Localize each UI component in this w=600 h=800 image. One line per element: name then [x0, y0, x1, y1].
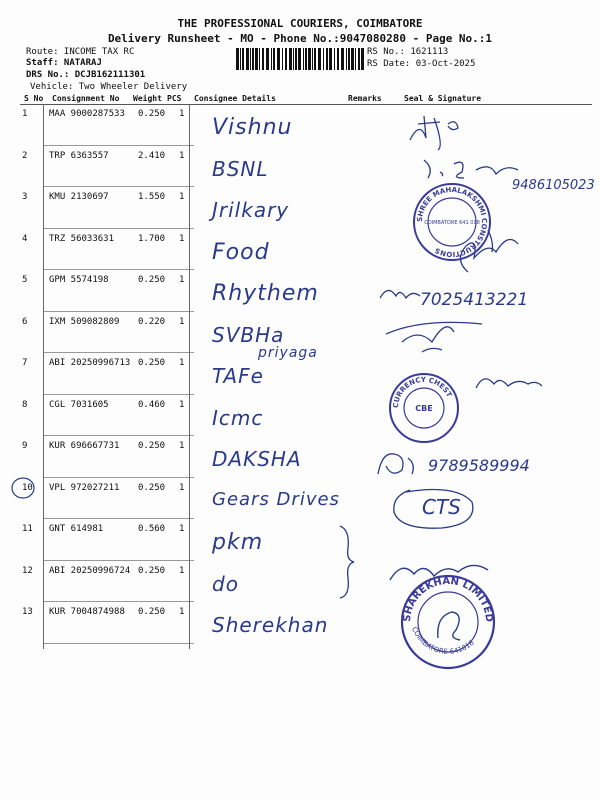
- row-consignee-handwriting: Vishnu: [212, 115, 293, 140]
- row-consignment-no: MAA 9000287533: [49, 109, 125, 119]
- barcode-bar: [358, 48, 360, 70]
- row-pcs: 1: [179, 275, 185, 285]
- barcode-bar: [355, 48, 356, 70]
- row-sno: 1: [22, 109, 28, 119]
- barcode-bar: [252, 48, 254, 70]
- row-pcs: 1: [179, 150, 185, 161]
- stamp1-ring-text: SHREE MAHALAKSHMI CONSTRUCTIONS: [415, 185, 489, 259]
- row-consignment-no: TRP 6363557: [49, 150, 109, 161]
- row-sno: 9: [22, 441, 28, 451]
- barcode-bar: [303, 48, 304, 70]
- stamp3-ring-text: SHAREKHAN LIMITED: [401, 575, 495, 623]
- handwritten-bracket: [336, 522, 358, 602]
- stamp3-bottom-text: COIMBATORE-641018: [410, 625, 476, 656]
- row-sno: 12: [22, 565, 33, 576]
- row-consignee-handwriting: TAFe: [212, 364, 264, 388]
- barcode-bar: [348, 48, 350, 70]
- cts-loop: [386, 484, 482, 534]
- barcode-bar: [246, 48, 249, 70]
- row-consignment-no: KMU 2130697: [49, 192, 109, 202]
- divider-pcs: [189, 104, 190, 649]
- barcode-bar: [329, 48, 332, 70]
- row-consignee-handwriting: pkm: [212, 530, 264, 555]
- row-pcs: 1: [179, 441, 185, 451]
- row-pcs: 1: [179, 524, 185, 534]
- row-consignment-no: CGL 7031605: [49, 399, 109, 410]
- barcode-bar: [337, 48, 339, 70]
- handwritten-cts: CTS: [422, 495, 461, 519]
- signature-row1: [404, 110, 474, 158]
- row-sno: 6: [22, 316, 28, 327]
- row-consignee-handwriting: Icmc: [212, 405, 264, 430]
- row-consignee-handwriting: BSNL: [212, 156, 269, 181]
- row-consignment-no: TRZ 56033631: [49, 233, 115, 244]
- row-weight: 0.250: [138, 607, 166, 617]
- row-rule: [44, 477, 194, 478]
- row-sno: 11: [22, 524, 33, 534]
- row-consignment-no: IXM 509082809: [49, 316, 120, 327]
- row-pcs: 1: [179, 316, 185, 327]
- stamp2-ring-text: CURRENCY CHEST: [391, 375, 454, 409]
- row-weight: 0.250: [138, 358, 166, 368]
- row-weight: 0.250: [138, 441, 166, 451]
- row-weight: 2.410: [138, 150, 166, 161]
- row-weight: 1.550: [138, 192, 166, 202]
- stamp-mahalakshmi-constructions: [410, 180, 494, 264]
- row-consignee-handwriting: DAKSHA: [212, 447, 302, 471]
- barcode-bar: [236, 48, 239, 70]
- row-pcs: 1: [179, 607, 185, 617]
- row-weight: 0.250: [138, 482, 166, 493]
- row-rule: [44, 352, 194, 353]
- row-weight: 1.700: [138, 233, 166, 244]
- row-rule: [44, 394, 194, 395]
- row-pcs: 1: [179, 109, 185, 119]
- barcode-bar: [285, 48, 287, 70]
- signature-row6: [382, 298, 492, 358]
- barcode-bar: [242, 48, 244, 70]
- row-consignee-handwriting: Rhythem: [212, 281, 319, 306]
- col-sno: S No: [24, 94, 44, 103]
- staff-label: Staff: NATARAJ: [26, 58, 102, 68]
- row-consignment-no: VPL 972027211: [49, 482, 120, 493]
- row-rule: [44, 518, 194, 519]
- barcode-bar: [271, 48, 272, 70]
- barcode-bar: [361, 48, 364, 70]
- barcode-bar: [255, 48, 258, 70]
- row-consignment-no: ABI 20250996713: [49, 358, 131, 368]
- row-rule: [44, 560, 194, 561]
- col-remarks: Remarks: [348, 94, 382, 103]
- rs-no: RS No.: 1621113: [367, 47, 449, 57]
- handwritten-phone-row2: 9486105023: [512, 178, 595, 193]
- row-sno: 2: [22, 150, 28, 161]
- header-rule: [20, 104, 592, 105]
- row-rule: [44, 269, 194, 270]
- col-consignment: Consignment No: [52, 94, 120, 103]
- svg-text:COIMBATORE-641018: [410, 626, 476, 656]
- signature-row7: [470, 366, 546, 396]
- barcode-bar: [326, 48, 328, 70]
- row-rule: [44, 186, 194, 187]
- stamp2-center-text: CBE: [415, 404, 433, 413]
- barcode-bar: [341, 48, 344, 70]
- barcode-bar: [262, 48, 264, 70]
- barcode-bar: [273, 48, 275, 70]
- row-weight: 0.460: [138, 399, 166, 410]
- row-weight: 0.560: [138, 524, 166, 534]
- barcode-bar: [312, 48, 313, 70]
- row-sno: 4: [22, 233, 28, 244]
- row-consignee-handwriting: do: [212, 571, 239, 596]
- row-rule: [44, 145, 194, 146]
- barcode-bar: [266, 48, 269, 70]
- row-pcs: 1: [179, 192, 185, 202]
- row10-circle-mark: [10, 476, 38, 500]
- row-rule: [44, 311, 194, 312]
- barcode-bar: [346, 48, 347, 70]
- row-weight: 0.250: [138, 109, 166, 119]
- barcode-bar: [318, 48, 321, 70]
- barcode-bar: [351, 48, 354, 70]
- barcode-bar: [308, 48, 311, 70]
- row-sno: 3: [22, 192, 28, 202]
- row-sno: 7: [22, 358, 28, 368]
- row-consignee-handwriting: Gears Drives: [212, 488, 340, 510]
- barcode-bar: [250, 48, 251, 70]
- row-consignee-handwriting: Sherekhan: [212, 613, 329, 637]
- col-pcs: PCS: [167, 94, 182, 103]
- rs-date: RS Date: 03-Oct-2025: [367, 59, 476, 69]
- barcode-bar: [282, 48, 283, 70]
- stamp-sharekhan-limited: [398, 572, 498, 672]
- handwritten-phone-row5: 7025413221: [420, 290, 529, 310]
- barcode-bar: [277, 48, 280, 70]
- barcode-bar: [240, 48, 241, 70]
- row-pcs: 1: [179, 233, 185, 244]
- row-consignment-no: GPM 5574198: [49, 275, 109, 285]
- handwriting-row6-line2: priyaga: [258, 345, 318, 361]
- barcode: [236, 48, 364, 70]
- col-consignee: Consignee Details: [194, 94, 276, 103]
- stamp-currency-chest: [386, 370, 462, 446]
- row-consignee-handwriting: Jrilkary: [212, 198, 290, 222]
- row-pcs: 1: [179, 482, 185, 493]
- vehicle-label: Vehicle: Two Wheeler Delivery: [30, 82, 188, 92]
- row-consignment-no: KUR 7004874988: [49, 607, 125, 617]
- runsheet-subtitle: Delivery Runsheet - MO - Phone No.:9047080280 - Page No.:1: [107, 32, 493, 45]
- row-pcs: 1: [179, 358, 185, 368]
- divider-sno: [43, 104, 44, 649]
- row-sno: 5: [22, 275, 28, 285]
- row-consignee-handwriting: Food: [212, 239, 270, 265]
- stamp1-center-text: COIMBATORE 641 018: [424, 220, 480, 226]
- row-weight: 0.220: [138, 316, 166, 327]
- row-pcs: 1: [179, 399, 185, 410]
- barcode-bar: [259, 48, 260, 70]
- signature-row9: [372, 444, 422, 480]
- row-rule: [44, 643, 194, 644]
- svg-text:SHAREKHAN LIMITED: [402, 576, 494, 623]
- row-consignment-no: GNT 614981: [49, 524, 104, 534]
- row-sno: 8: [22, 399, 28, 410]
- barcode-bar: [334, 48, 335, 70]
- row-consignee-handwriting: SVBHa: [212, 322, 285, 347]
- barcode-bar: [314, 48, 316, 70]
- barcode-bar: [289, 48, 292, 70]
- row-pcs: 1: [179, 565, 185, 576]
- row-rule: [44, 601, 194, 602]
- row-sno: 13: [22, 607, 33, 617]
- col-seal: Seal & Signature: [404, 94, 482, 103]
- barcode-bar: [298, 48, 301, 70]
- row-weight: 0.250: [138, 275, 166, 285]
- barcode-bar: [295, 48, 297, 70]
- route-label: Route: INCOME TAX RC: [26, 47, 135, 57]
- barcode-bar: [293, 48, 294, 70]
- drs-label: DRS No.: DCJB162111301: [26, 70, 146, 80]
- company-title: THE PROFESSIONAL COURIERS, COIMBATORE: [177, 17, 423, 30]
- row-weight: 0.250: [138, 565, 166, 576]
- barcode-bar: [305, 48, 307, 70]
- row-sno: 10: [22, 482, 33, 493]
- handwritten-phone-row9: 9789589994: [428, 456, 530, 475]
- row-consignment-no: ABI 20250996724: [49, 565, 131, 576]
- barcode-bar: [323, 48, 324, 70]
- row-rule: [44, 435, 194, 436]
- col-weight: Weight: [133, 94, 162, 103]
- row-consignment-no: KUR 696667731: [49, 441, 120, 451]
- row-rule: [44, 228, 194, 229]
